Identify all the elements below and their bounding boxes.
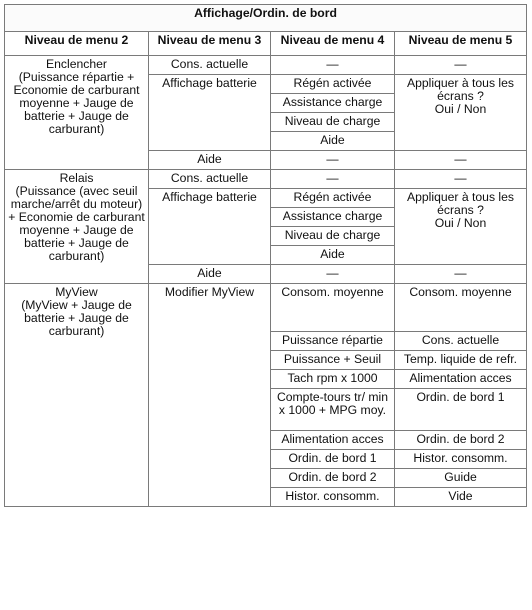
header-level-5: Niveau de menu 5 [395,32,527,56]
myview-level2-cell [5,284,149,507]
myview-l5-row-2: Cons. actuelle [395,332,527,351]
myview-l5-row-5: Ordin. de bord 1 [395,389,527,431]
header-level-3: Niveau de menu 3 [149,32,271,56]
group2-cons-cell: Cons. actuelle [149,170,271,189]
header-level-4: Niveau de menu 4 [271,32,395,56]
myview-l4-row-5: Compte-tours tr/ min x 1000 + MPG moy. [271,389,395,431]
group1-cons-cell: Cons. actuelle [149,56,271,75]
myview-l4-row-2: Puissance répartie [271,332,395,351]
myview-l4-row-4: Tach rpm x 1000 [271,370,395,389]
myview-level3-cell: Modifier MyView [149,284,271,507]
group1-l4-charge-level: Niveau de charge [271,113,395,132]
group1-apply-all-text: Appliquer à tous les écrans ? Oui / Non [406,76,515,116]
group2-apply-all-text: Appliquer à tous les écrans ? Oui / Non [406,190,515,230]
myview-l4-row-1: Consom. moyenne [271,284,395,332]
myview-l5-row-1: Consom. moyenne [395,284,527,332]
myview-level2-text: MyView (MyView + Jauge de batterie + Jauge de carburant) [21,285,132,338]
group2-help-l5-dash: — [395,265,527,284]
group2-help-l4-dash: — [271,265,395,284]
group1-l4-regen: Régén activée [271,75,395,94]
table-title: Affichage/Ordin. de bord [5,5,527,32]
group1-help-cell: Aide [149,151,271,170]
myview-l4-row-8: Ordin. de bord 2 [271,469,395,488]
group1-help-l4-dash: — [271,151,395,170]
group2-cons-l4-dash: — [271,170,395,189]
group2-cons-l5-dash: — [395,170,527,189]
group1-l4-assist: Assistance charge [271,94,395,113]
myview-l5-row-7: Histor. consomm. [395,450,527,469]
myview-l5-row-4: Alimentation acces [395,370,527,389]
myview-l4-row-3: Puissance + Seuil [271,351,395,370]
group2-l4-charge-level: Niveau de charge [271,227,395,246]
myview-l5-row-8: Guide [395,469,527,488]
myview-l5-row-6: Ordin. de bord 2 [395,431,527,450]
group2-help-cell: Aide [149,265,271,284]
group2-apply-all-cell [395,189,527,265]
myview-l5-row-3: Temp. liquide de refr. [395,351,527,370]
group1-battery-display-cell: Affichage batterie [149,75,271,151]
group1-cons-l4-dash: — [271,56,395,75]
group1-cons-l5-dash: — [395,56,527,75]
group2-l4-regen: Régén activée [271,189,395,208]
menu-table [4,4,527,507]
group1-level2-cell [5,56,149,170]
myview-l4-row-7: Ordin. de bord 1 [271,450,395,469]
myview-l5-row-9: Vide [395,488,527,507]
myview-l4-row-9: Histor. consomm. [271,488,395,507]
group2-level2-text: Relais (Puissance (avec seuil marche/arrêt du moteur) + Economie de carburant moyenne + Jauge de batterie + Jauge de carburant) [8,171,145,263]
myview-l4-row-6: Alimentation acces [271,431,395,450]
group1-l4-help: Aide [271,132,395,151]
group2-l4-help: Aide [271,246,395,265]
group1-level2-text: Enclencher (Puissance répartie + Economie de carburant moyenne + Jauge de batterie + Jauge de carburant) [13,57,140,136]
group1-help-l5-dash: — [395,151,527,170]
group2-battery-display-cell: Affichage batterie [149,189,271,265]
header-level-2: Niveau de menu 2 [5,32,149,56]
group2-l4-assist: Assistance charge [271,208,395,227]
group2-level2-cell [5,170,149,284]
group1-apply-all-cell [395,75,527,151]
menu-table-container [4,4,527,507]
